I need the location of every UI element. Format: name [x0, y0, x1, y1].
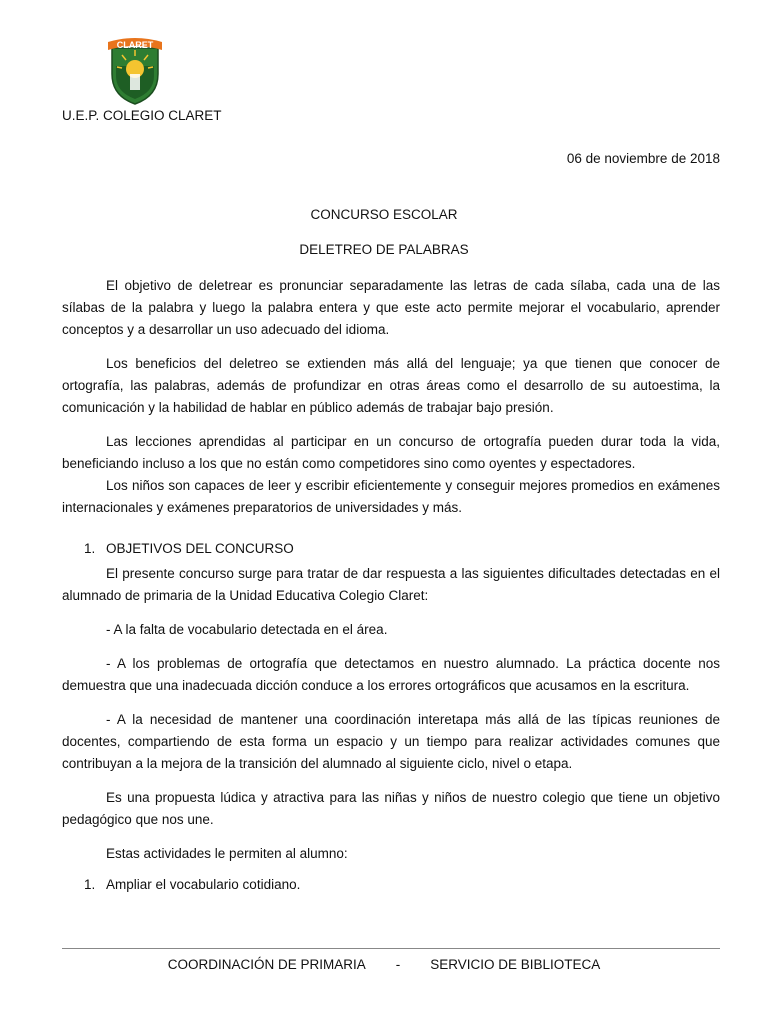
footer-divider [62, 948, 720, 949]
list-item [84, 877, 300, 892]
activities-intro: Estas actividades le permiten al alumno: [106, 846, 348, 861]
school-crest-logo [104, 36, 166, 106]
footer-left: COORDINACIÓN DE PRIMARIA [167, 957, 366, 972]
objective-item: - A la necesidad de mantener una coordinación interetapa más allá de las típicas reuniones de docentes, compartiendo de esta forma un espacio y un tiempo para realizar actividades comunes que contribuyan a la mejora de la transición del alumnado al siguiente ciclo, nivel o etapa. [62, 712, 720, 771]
document-date: 06 de noviembre de 2018 [566, 151, 720, 166]
school-name: U.E.P. COLEGIO CLARET [62, 108, 222, 123]
paragraph: El objetivo de deletrear es pronunciar separadamente las letras de cada sílaba, cada una de las sílabas de la palabra y luego la palabra entera y que este acto permite mejorar el vocabulario, aprender conceptos y a desarrollar un uso adecuado del idioma. [62, 278, 720, 337]
document-subtitle: DELETREO DE PALABRAS [299, 242, 469, 257]
document-title: CONCURSO ESCOLAR [310, 207, 458, 222]
page-footer [0, 957, 768, 972]
footer-separator: - [395, 957, 401, 972]
logo-wordmark: CLARET [116, 40, 154, 50]
objective-item: - A los problemas de ortografía que detectamos en nuestro alumnado. La práctica docente nos demuestra que una inadecuada dicción conduce a los errores ortográficos que acusamos en la escritura. [62, 656, 720, 693]
paragraph: Los niños son capaces de leer y escribir eficientemente y conseguir mejores promedios en exámenes internacionales y exámenes preparatorios de universidades y más. [62, 478, 720, 515]
list-item-text: Ampliar el vocabulario cotidiano. [106, 877, 301, 892]
objective-item: - A la falta de vocabulario detectada en el área. [106, 622, 388, 637]
section-heading [84, 541, 294, 556]
section-intro: El presente concurso surge para tratar de dar respuesta a las siguientes dificultades detectadas en el alumnado de primaria de la Unidad Educativa Colegio Claret: [62, 566, 720, 603]
proposal-paragraph: Es una propuesta lúdica y atractiva para las niñas y niños de nuestro colegio que tiene un objetivo pedagógico que nos une. [62, 790, 720, 827]
paragraph: Los beneficios del deletreo se extienden más allá del lenguaje; ya que tienen que conocer de ortografía, las palabras, además de profundizar en otras áreas como el desarrollo de su autoestima, la comunicación y la habilidad de hablar en público además de trabajar bajo presión. [62, 356, 720, 415]
footer-right: SERVICIO DE BIBLIOTECA [430, 957, 601, 972]
paragraph: Las lecciones aprendidas al participar en un concurso de ortografía pueden durar toda la vida, beneficiando incluso a los que no están como competidores sino como oyentes y espectadores. [62, 434, 720, 471]
list-item-number: 1. [84, 877, 96, 892]
section-heading-text: OBJETIVOS DEL CONCURSO [106, 541, 294, 556]
section-number: 1. [84, 541, 96, 556]
